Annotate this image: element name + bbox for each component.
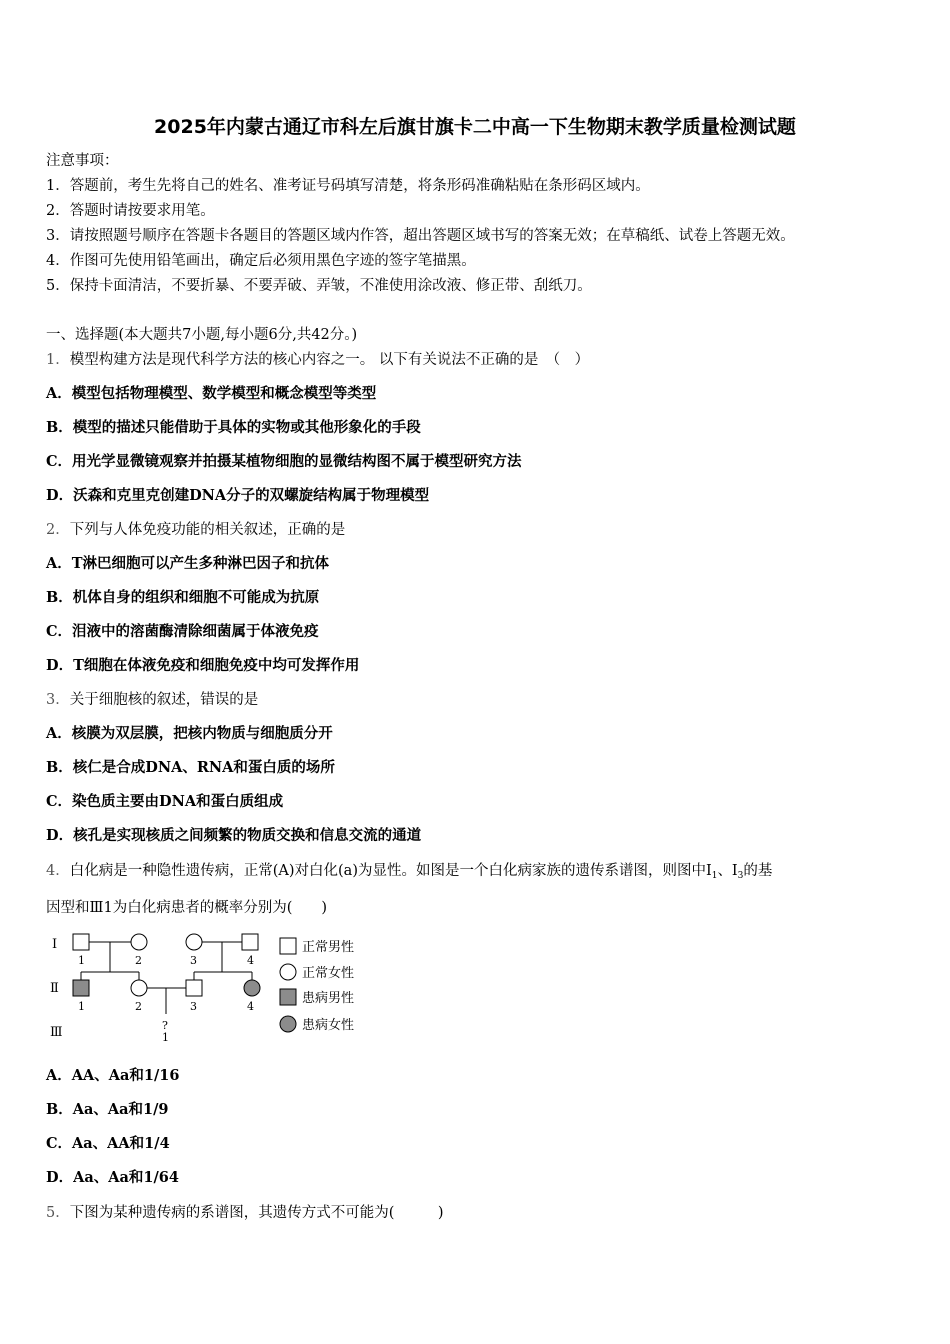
gen2-num-3: 3: [190, 1000, 197, 1013]
gen2-num-1: 1: [78, 1000, 85, 1013]
gen2-num-4: 4: [247, 1000, 254, 1013]
question-text: 关于细胞核的叙述，错误的是: [69, 692, 259, 708]
exam-title: 2025年内蒙古通辽市科左后旗甘旗卡二中高一下生物期末教学质量检测试题: [154, 116, 796, 138]
question-3-option-d: D．核孔是实现核质之间频繁的物质交换和信息交流的通道: [46, 827, 422, 844]
legend-affected-female: 患病女性: [302, 1018, 355, 1033]
gen2-affected-male-1: [73, 980, 89, 996]
question-number: 1．: [46, 352, 70, 368]
notice-item-5: 5．保持卡面清洁，不要折暴、不要弄破、弄皱，不准使用涂改液、修正带、刮纸刀。: [46, 278, 592, 294]
legend-normal-male: 正常男性: [302, 940, 355, 955]
gen1-male-4: [242, 934, 258, 950]
question-5-stem: [46, 1203, 444, 1223]
gen1-num-4: 4: [247, 954, 254, 967]
question-2-option-c: C．泪液中的溶菌酶清除细菌属于体液免疫: [46, 623, 319, 640]
gen2-num-2: 2: [135, 1000, 142, 1013]
question-4-option-d: D．Aa、Aa和1/64: [46, 1169, 179, 1186]
question-1-stem: [46, 350, 589, 370]
gen1-female-3: [186, 934, 202, 950]
question-text-3: 的基: [743, 863, 773, 879]
question-2-stem: [46, 520, 345, 540]
question-text: 模型构建方法是现代科学方法的核心内容之一。 以下有关说法不正确的是 （ ）: [69, 352, 590, 368]
question-text: 下图为某种遗传病的系谱图，其遗传方式不可能为( ): [69, 1205, 444, 1221]
question-1-option-a: A．模型包括物理模型、数学模型和概念模型等类型: [46, 385, 377, 402]
legend-normal-female-icon: [280, 964, 296, 980]
generation-label-2: Ⅱ: [50, 981, 59, 996]
gen1-male-1: [73, 934, 89, 950]
gen1-female-2: [131, 934, 147, 950]
gen2-female-2: [131, 980, 147, 996]
question-number: 2．: [46, 522, 70, 538]
question-1-option-b: B．模型的描述只能借助于具体的实物或其他形象化的手段: [46, 419, 421, 436]
question-4-option-b: B．Aa、Aa和1/9: [46, 1101, 169, 1118]
gen1-num-3: 3: [190, 954, 197, 967]
gen1-num-2: 2: [135, 954, 142, 967]
question-3-stem: [46, 690, 258, 710]
question-4-stem: [46, 861, 772, 886]
question-1-option-c: C．用光学显微镜观察并拍摄某植物细胞的显微结构图不属于模型研究方法: [46, 453, 522, 470]
question-4-stem-line2: 因型和Ⅲ1为白化病患者的概率分别为( ): [46, 900, 328, 916]
generation-label-3: Ⅲ: [50, 1025, 63, 1040]
gen3-unknown: ?: [162, 1019, 168, 1032]
generation-label-1: Ⅰ: [52, 937, 58, 952]
notice-item-1: 1．答题前，考生先将自己的姓名、准考证号码填写清楚，将条形码准确粘贴在条形码区域内。: [46, 178, 650, 194]
gen1-num-1: 1: [78, 954, 85, 967]
question-2-option-b: B．机体自身的组织和细胞不可能成为抗原: [46, 589, 320, 606]
question-2-option-a: A．T淋巴细胞可以产生多种淋巴因子和抗体: [46, 555, 330, 572]
question-text: 下列与人体免疫功能的相关叙述，正确的是: [69, 522, 346, 538]
notice-item-4: 4．作图可先使用铅笔画出，确定后必须用黑色字迹的签字笔描黑。: [46, 253, 476, 269]
question-text: 白化病是一种隐性遗传病，正常(A)对白化(a)为显性。如图是一个白化病家族的遗传系谱图，则图中Ⅰ: [69, 863, 712, 879]
legend-normal-female: 正常女性: [302, 966, 355, 981]
question-2-option-d: D．T细胞在体液免疫和细胞免疫中均可发挥作用: [46, 657, 360, 674]
gen2-male-3: [186, 980, 202, 996]
question-text-2: 、Ⅰ: [717, 863, 738, 879]
question-4-option-c: C．Aa、AA和1/4: [46, 1135, 170, 1152]
section-heading: 一、选择题(本大题共7小题,每小题6分,共42分。): [46, 327, 358, 343]
notice-item-2: 2．答题时请按要求用笔。: [46, 203, 215, 219]
question-3-option-c: C．染色质主要由DNA和蛋白质组成: [46, 793, 284, 810]
question-1-option-d: D．沃森和克里克创建DNA分子的双螺旋结构属于物理模型: [46, 487, 430, 504]
question-4-option-a: A．AA、Aa和1/16: [46, 1067, 180, 1084]
gen2-affected-female-4: [244, 980, 260, 996]
legend-affected-male: 患病男性: [302, 991, 355, 1006]
notice-item-3: 3．请按照题号顺序在答题卡各题目的答题区域内作答，超出答题区域书写的答案无效；在草稿纸、试卷上答题无效。: [46, 228, 795, 244]
notice-heading: 注意事项：: [46, 153, 119, 169]
gen3-num-1: 1: [162, 1031, 169, 1044]
subscript: 1: [711, 871, 718, 881]
question-number: 3．: [46, 692, 70, 708]
question-3-option-a: A．核膜为双层膜，把核内物质与细胞质分开: [46, 725, 333, 742]
question-3-option-b: B．核仁是合成DNA、RNA和蛋白质的场所: [46, 759, 335, 776]
legend-normal-male-icon: [280, 938, 296, 954]
legend-affected-female-icon: [280, 1016, 296, 1032]
pedigree-diagram: [46, 928, 376, 1053]
legend-affected-male-icon: [280, 989, 296, 1005]
question-number: 4．: [46, 863, 70, 879]
question-number: 5．: [46, 1205, 70, 1221]
subscript: 3: [737, 871, 744, 881]
